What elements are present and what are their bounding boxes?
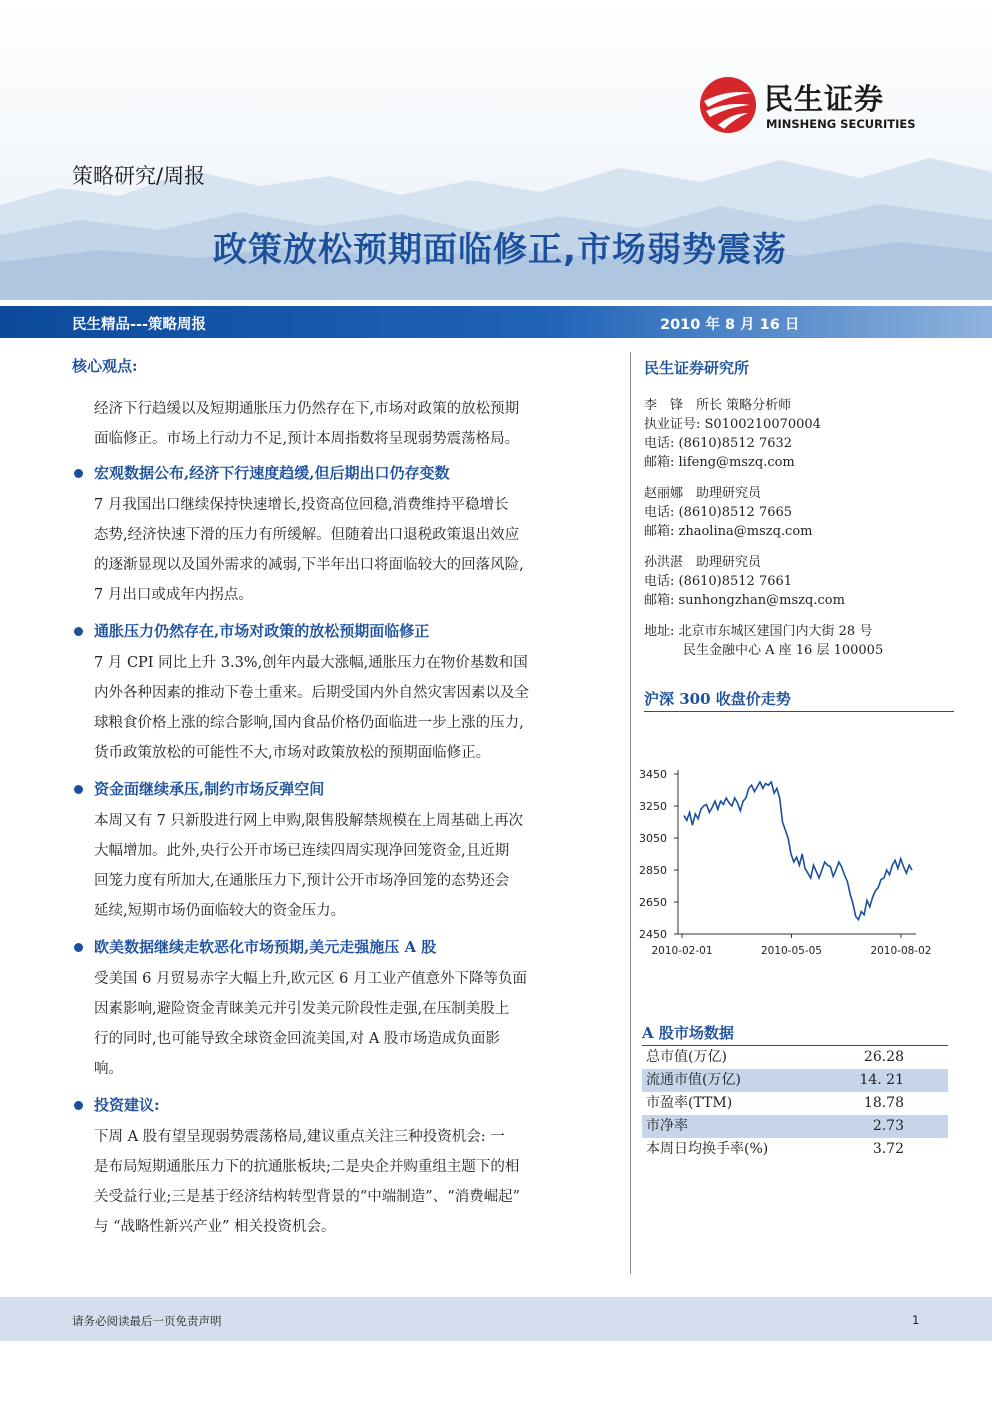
market-heading: A 股市场数据 xyxy=(642,1020,948,1046)
text-line: 本周又有 7 只新股进行网上申购,限售股解禁规模在上周基础上再次 xyxy=(94,813,524,829)
section-paragraph xyxy=(72,648,620,768)
x-tick-label: 2010-05-05 xyxy=(760,945,822,957)
report-header xyxy=(0,0,992,300)
minsheng-logo-icon xyxy=(698,75,758,135)
market-value: 26.28 xyxy=(863,1049,904,1065)
text-line: 球粮食价格上涨的综合影响,国内食品价格仍面临进一步上涨的压力, xyxy=(94,715,524,731)
title-band xyxy=(0,306,992,338)
section-heading: 宏观数据公布,经济下行速度趋缓,但后期出口仍存变数 xyxy=(72,458,620,488)
market-row xyxy=(642,1092,948,1115)
text-line: 响。 xyxy=(94,1061,123,1077)
institute-name: 民生证券研究所 xyxy=(644,359,750,377)
text-line: 货币政策放松的可能性不大,市场对政策放松的预期面临修正。 xyxy=(94,745,491,761)
market-key: 本周日均换手率(%) xyxy=(646,1141,769,1157)
text-line: 关受益行业;三是基于经济结构转型背景的“中端制造”、“消费崛起” xyxy=(94,1189,521,1205)
bullet-icon xyxy=(74,1101,83,1110)
section-paragraph xyxy=(72,490,620,610)
text-line: 是布局短期通胀压力下的抗通胀板块;二是央企并购重组主题下的相 xyxy=(94,1159,520,1175)
sidebar xyxy=(644,354,954,712)
contact-line: 执业证号: S0100210070004 xyxy=(644,417,821,432)
text-line: 的逐渐显现以及国外需求的减弱,下半年出口将面临较大的回落风险, xyxy=(94,557,524,573)
hs300-chart xyxy=(630,752,960,962)
text-line: 下周 A 股有望呈现弱势震荡格局,建议重点关注三种投资机会: 一 xyxy=(94,1129,505,1145)
section-heading: 资金面继续承压,制约市场反弹空间 xyxy=(72,774,620,804)
y-tick-label: 3050 xyxy=(639,832,667,845)
market-row xyxy=(642,1115,948,1138)
contact-line: 电话: (8610)8512 7661 xyxy=(644,574,793,589)
text-line: 7 月出口或成年内拐点。 xyxy=(94,587,253,603)
market-row xyxy=(642,1138,948,1161)
market-key: 市盈率(TTM) xyxy=(646,1095,733,1111)
text-line: 经济下行趋缓以及短期通胀压力仍然存在下,市场对政策的放松预期 xyxy=(94,401,520,417)
market-value: 14. 21 xyxy=(859,1072,904,1088)
bullet-icon xyxy=(74,469,83,478)
market-value: 18.78 xyxy=(863,1095,904,1111)
report-category: 策略研究/周报 xyxy=(72,164,206,188)
text-line: 延续,短期市场仍面临较大的资金压力。 xyxy=(94,903,346,919)
text-line: 大幅增加。此外,央行公开市场已连续四周实现净回笼资金,且近期 xyxy=(94,843,510,859)
market-key: 总市值(万亿) xyxy=(646,1049,727,1065)
series-name: 民生精品---策略周报 xyxy=(72,317,207,333)
contact-line: 民生金融中心 A 座 16 层 100005 xyxy=(644,643,884,658)
series-line xyxy=(684,782,912,920)
section-heading: 投资建议: xyxy=(72,1090,620,1120)
disclaimer-note: 请务必阅读最后一页免责声明 xyxy=(72,1314,222,1328)
logo-chinese-name: 民生证券 xyxy=(764,82,885,116)
bullet-icon xyxy=(74,785,83,794)
market-value: 3.72 xyxy=(872,1141,904,1157)
market-key: 市净率 xyxy=(646,1118,688,1134)
chart-heading: 沪深 300 收盘价走势 xyxy=(644,686,954,712)
report-date: 2010 年 8 月 16 日 xyxy=(660,317,800,333)
contact-line: 电话: (8610)8512 7665 xyxy=(644,505,793,520)
text-line: 态势,经济快速下滑的压力有所缓解。但随着出口退税政策退出效应 xyxy=(94,527,520,543)
market-value: 2.73 xyxy=(872,1118,904,1134)
contact-line: 邮箱: lifeng@mszq.com xyxy=(644,455,795,470)
page-footer xyxy=(0,1297,992,1341)
text-line: 回笼力度有所加大,在通胀压力下,预计公开市场净回笼的态势还会 xyxy=(94,873,510,889)
market-key: 流通市值(万亿) xyxy=(646,1072,741,1088)
text-line: 行的同时,也可能导致全球资金回流美国,对 A 股市场造成负面影 xyxy=(94,1031,500,1047)
text-line: 受美国 6 月贸易赤字大幅上升,欧元区 6 月工业产值意外下降等负面 xyxy=(94,971,527,987)
main-content xyxy=(72,354,620,1242)
page-number: 1 xyxy=(912,1313,920,1327)
contact-list xyxy=(644,396,954,660)
y-tick-label: 3250 xyxy=(639,800,667,813)
market-row xyxy=(642,1069,948,1092)
section-heading: 欧美数据继续走软恶化市场预期,美元走强施压 A 股 xyxy=(72,932,620,962)
text-line: 7 月我国出口继续保持快速增长,投资高位回稳,消费维持平稳增长 xyxy=(94,497,509,513)
market-data xyxy=(642,1020,948,1161)
y-tick-label: 3450 xyxy=(639,768,667,781)
contact-line: 地址: 北京市东城区建国门内大街 28 号 xyxy=(644,624,873,639)
text-line: 因素影响,避险资金青睐美元并引发美元阶段性走强,在压制美股上 xyxy=(94,1001,510,1017)
y-tick-label: 2650 xyxy=(639,896,667,909)
contact-line: 孙洪湛 助理研究员 xyxy=(644,555,762,570)
contact-line: 电话: (8610)8512 7632 xyxy=(644,436,793,451)
x-tick-label: 2010-08-02 xyxy=(870,945,932,957)
section-paragraph xyxy=(72,806,620,926)
report-title: 政策放松预期面临修正,市场弱势震荡 xyxy=(213,230,787,270)
bullet-icon xyxy=(74,627,83,636)
contact-line: 邮箱: sunhongzhan@mszq.com xyxy=(644,593,845,608)
company-logo xyxy=(698,75,928,135)
market-row xyxy=(642,1046,948,1069)
y-tick-label: 2450 xyxy=(639,928,667,941)
section-heading: 通胀压力仍然存在,市场对政策的放松预期面临修正 xyxy=(72,616,620,646)
y-tick-label: 2850 xyxy=(639,864,667,877)
core-view-heading: 核心观点: xyxy=(72,357,138,375)
contact-line: 赵丽娜 助理研究员 xyxy=(644,486,762,501)
text-line: 7 月 CPI 同比上升 3.3%,创年内最大涨幅,通胀压力在物价基数和国 xyxy=(94,655,528,671)
contact-line: 李 锋 所长 策略分析师 xyxy=(644,398,792,413)
contact-line: 邮箱: zhaolina@mszq.com xyxy=(644,524,813,539)
text-line: 面临修正。市场上行动力不足,预计本周指数将呈现弱势震荡格局。 xyxy=(94,431,520,447)
section-paragraph xyxy=(72,964,620,1084)
x-tick-label: 2010-02-01 xyxy=(651,945,713,957)
core-view-paragraph xyxy=(72,394,620,454)
text-line: 与 “战略性新兴产业” 相关投资机会。 xyxy=(94,1219,336,1235)
logo-english-name: MINSHENG SECURITIES xyxy=(766,117,916,131)
section-paragraph xyxy=(72,1122,620,1242)
text-line: 内外各种因素的推动下卷土重来。后期受国内外自然灾害因素以及全 xyxy=(94,685,529,701)
bullet-icon xyxy=(74,943,83,952)
